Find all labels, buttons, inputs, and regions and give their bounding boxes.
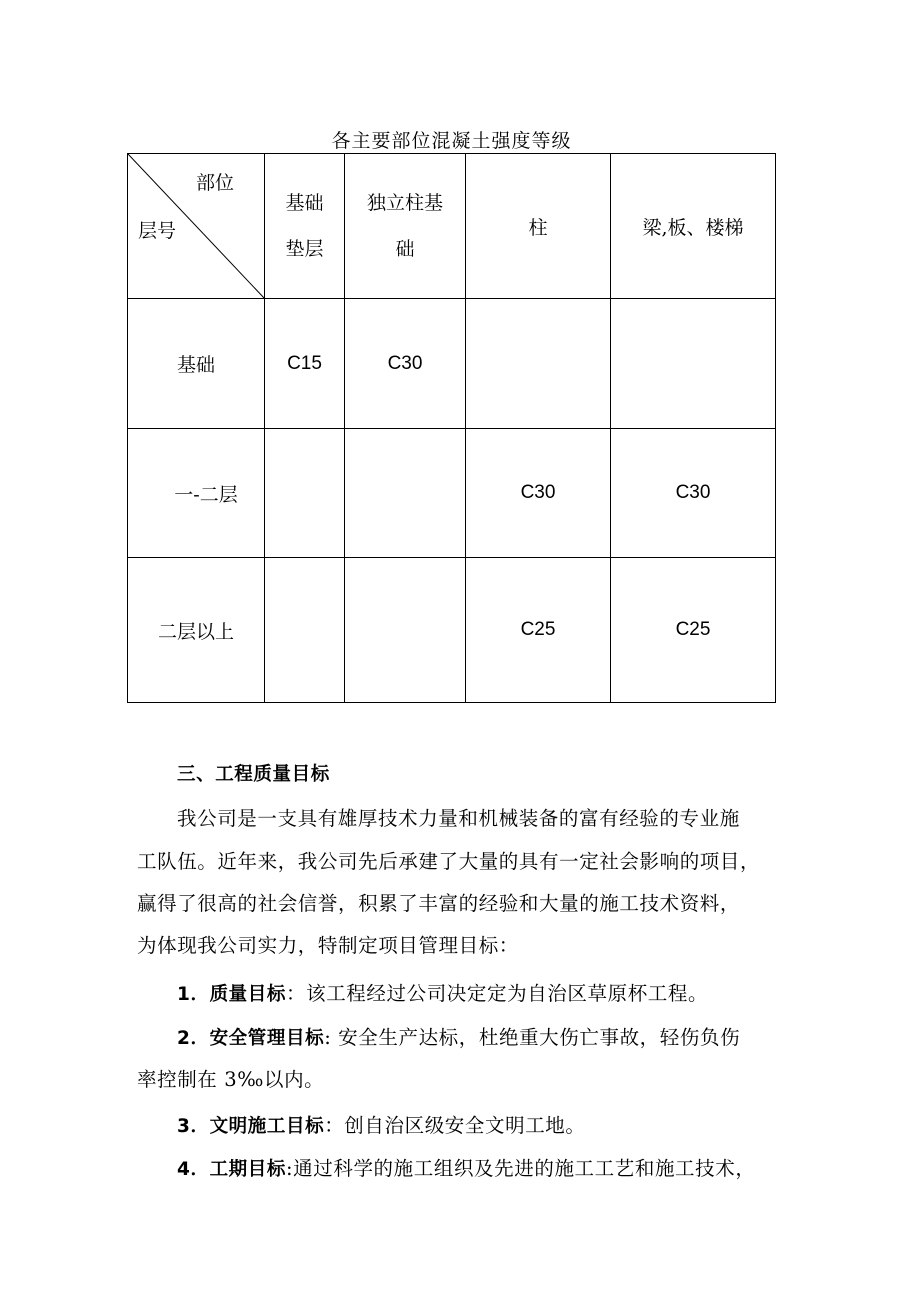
paragraph-line: 工队伍。近年来，我公司先后承建了大量的具有一定社会影响的项目， <box>137 850 761 873</box>
table-row <box>128 558 776 703</box>
table-cell: C15 <box>265 299 345 429</box>
goal-separator: ： <box>285 982 307 1005</box>
header-text: 梁,板、楼梯 <box>642 216 744 239</box>
table-row <box>128 299 776 429</box>
table-cell: C25 <box>611 558 776 703</box>
goal-label: 4．工期目标 <box>177 1159 286 1180</box>
goal-text: 创自治区级安全文明工地。 <box>344 1114 586 1137</box>
header-text: 独立柱基 础 <box>366 192 443 260</box>
corner-label-position: 部位 <box>195 172 234 194</box>
concrete-grade-table <box>127 153 776 703</box>
goal-label: 1．质量目标 <box>177 984 286 1005</box>
table-cell: C30 <box>611 429 776 558</box>
row-label: 基础 <box>128 299 265 429</box>
table-cell <box>345 558 466 703</box>
goal-item <box>177 1110 586 1138</box>
header-cell-foundation-cushion <box>265 154 345 299</box>
header-cell-column-footing <box>345 154 466 299</box>
table-header-row <box>128 154 776 299</box>
table-cell <box>345 429 466 558</box>
paragraph-line: 为体现我公司实力，特制定项目管理目标： <box>137 934 519 957</box>
goal-text: 通过科学的施工组织及先进的施工工艺和施工技术， <box>293 1157 756 1180</box>
paragraph-line: 赢得了很高的社会信誉，积累了丰富的经验和大量的施工技术资料， <box>137 892 741 915</box>
row-label: 一-二层 <box>128 429 265 558</box>
table-cell <box>265 429 345 558</box>
goal-item <box>177 1153 755 1181</box>
goal-text: 安全生产达标，杜绝重大伤亡事故，轻伤负伤 <box>338 1026 741 1049</box>
goal-item <box>177 978 708 1006</box>
goal-separator: : <box>324 1026 332 1049</box>
table-cell: C30 <box>466 429 611 558</box>
corner-header-cell <box>128 154 265 299</box>
header-text: 柱 <box>528 216 548 239</box>
table-cell <box>265 558 345 703</box>
goal-label: 2．安全管理目标 <box>177 1028 325 1049</box>
goal-item <box>177 1022 740 1050</box>
goal-text: 该工程经过公司决定定为自治区草原杯工程。 <box>306 982 709 1005</box>
corner-label-floor: 层号 <box>138 220 177 242</box>
goal-separator: ： <box>324 1114 345 1137</box>
goal-label: 3．文明施工目标 <box>177 1116 325 1137</box>
table-caption: 各主要部位混凝土强度等级 <box>331 130 572 152</box>
section-heading: 三、工程质量目标 <box>177 764 330 785</box>
table-cell: C25 <box>466 558 611 703</box>
row-label: 二层以上 <box>128 558 265 703</box>
table-cell: C30 <box>345 299 466 429</box>
header-cell-beam-slab-stair <box>611 154 776 299</box>
header-cell-column <box>466 154 611 299</box>
goal-continuation: 率控制在 3‰以内。 <box>137 1068 325 1091</box>
table-cell <box>611 299 776 429</box>
header-text: 基础 垫层 <box>285 192 324 260</box>
table-cell <box>466 299 611 429</box>
table-row <box>128 429 776 558</box>
paragraph-line: 我公司是一支具有雄厚技术力量和机械装备的富有经验的专业施 <box>177 807 740 830</box>
goal-separator: : <box>285 1157 294 1180</box>
